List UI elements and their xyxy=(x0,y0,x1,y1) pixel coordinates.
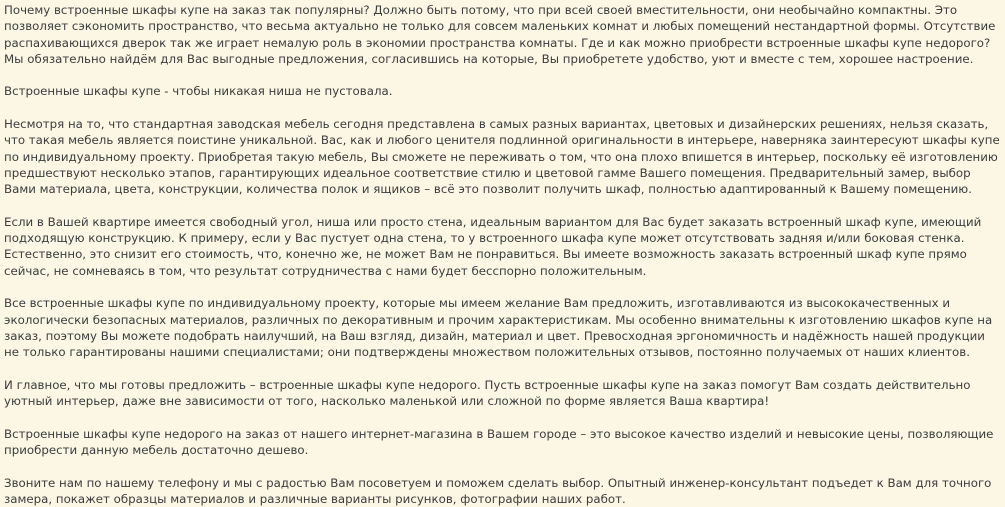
paragraph-custom-furniture: Несмотря на то, что стандартная заводская мебель сегодня представлена в самых разных вариантах, цветовых и дизайнерских решениях, нельзя сказать, что такая мебель является поистине уникальной. Вас, как и любого ценителя подлинной оригинальности в интерьере, наверняка заинтересуют шкафы купе по индивидуальному проекту. Приобретая такую мебель, Вы сможете не переживать о том, что она плохо впишется в интерьер, поскольку её изготовлению предшествуют несколько этапов, гарантирующих идеальное соответствие стилю и цветовой гамме Вашего помещения. Предварительный замер, выбор Вами материала, цвета, конструкции, количества полок и ящиков – всё это позволит получить шкаф, полностью адаптированный к Вашему помещению. xyxy=(4,117,1000,197)
paragraph-subheading: Встроенные шкафы купе - чтобы никакая ниша не пустовала. xyxy=(4,84,393,99)
paragraph-materials: Все встроенные шкафы купе по индивидуальному проекту, которые мы имеем желание Вам предложить, изготавливаются из высококачественных и экологически безопасных материалов, различных по декоративным и прочим характеристикам. Мы особенно внимательны к изготовлению шкафов купе на заказ, поэтому Вы можете подобрать наилучший, на Ваш взгляд, дизайн, материал и цвет. Превосходная эргономичность и надёжность нашей продукции не только гарантированы нашими специалистами; они подтверждены множеством положительных отзывов, постоянно получаемых от наших клиентов. xyxy=(4,296,993,360)
paragraph-intro: Почему встроенные шкафы купе на заказ так популярны? Должно быть потому, что при всей своей вместительности, они необычайно компактны. Это позволяет сэкономить пространство, что весьма актуально не только для совсем маленьких комнат и любых помещений нестандартной формы. Отсутствие распахивающихся дверок так же играет немалую роль в экономии пространства комнаты. Где и как можно приобрести встроенные шкафы купе недорого? Мы обязательно найдём для Вас выгодные предложения, согласившись на которые, Вы приобретете удобство, уют и вместе с тем, хорошее настроение. xyxy=(4,3,996,66)
paragraph-contact: Звоните нам по нашему телефону и мы с радостью Вам посоветуем и поможем сделать выбор. Опытный инженер-консультант подъедет к Вам для точного замера, покажет образцы материалов и различные варианты рисунков, фотографии наших работ. xyxy=(4,475,992,506)
paragraph-main-offer: И главное, что мы готовы предложить – встроенные шкафы купе недорого. Пусть встроенные шкафы купе на заказ помогут Вам создать действительно уютный интерьер, даже вне зависимости от того, насколько маленькой или сложной по форме является Ваша квартира! xyxy=(4,377,971,409)
paragraph-built-in-construction: Если в Вашей квартире имеется свободный угол, ниша или просто стена, идеальным вариантом для Вас будет заказать встроенный шкаф купе, имеющий подходящую конструкцию. К примеру, если у Вас пустует одна стена, то у встроенного шкафа купе может отсутствовать задняя и/или боковая стенка. Естественно, это снизит его стоимость, что, конечно же, не может Вам не понравиться. Вы имеете возможность заказать встроенный шкаф купе прямо сейчас, не сомневаясь в том, что результат сотрудничества с нами будет бесспорно положительным. xyxy=(4,214,982,278)
paragraph-online-store: Встроенные шкафы купе недорого на заказ от нашего интернет-магазина в Вашем городе – это высокое качество изделий и невысокие цены, позволяющие приобрести данную мебель достаточно дешево. xyxy=(4,426,994,458)
